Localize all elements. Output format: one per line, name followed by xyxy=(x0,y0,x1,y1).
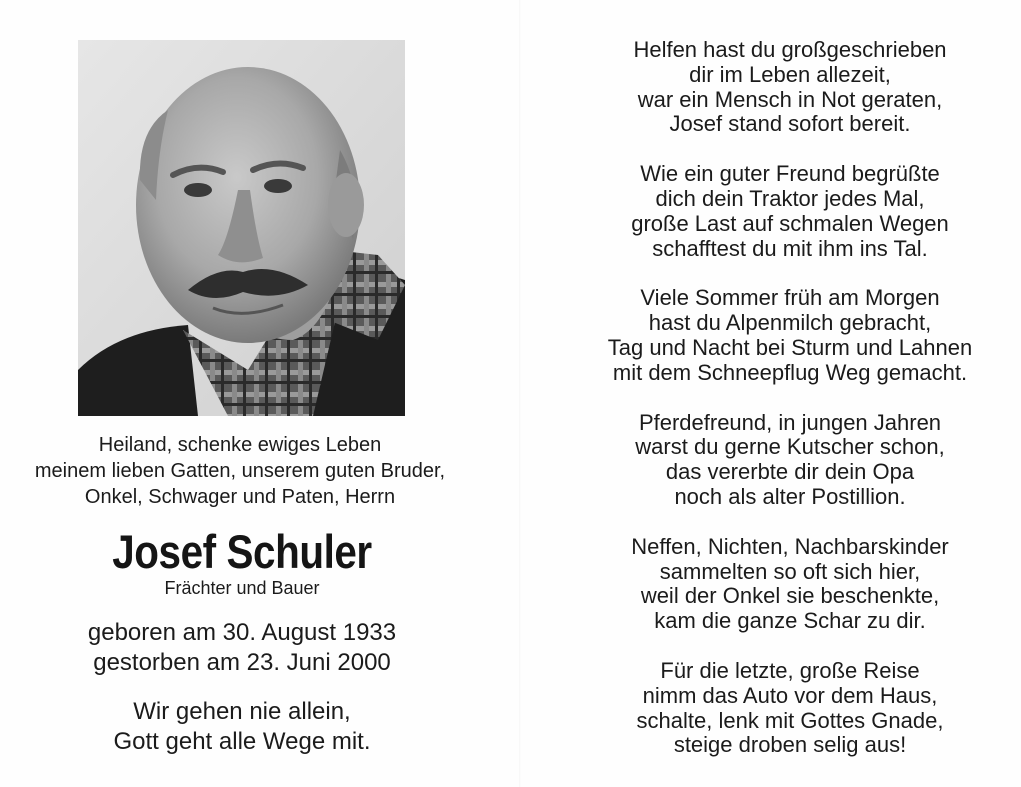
poem-line: mit dem Schneepflug Weg gemacht. xyxy=(612,359,968,385)
poem-line: weil der Onkel sie beschenkte, xyxy=(640,583,940,609)
motto-line: Gott geht alle Wege mit. xyxy=(113,728,371,755)
portrait-photo xyxy=(78,40,405,416)
poem-line: kam die ganze Schar zu dir. xyxy=(654,608,926,634)
poem-line: steige droben selig aus! xyxy=(673,732,907,758)
poem-line: dir im Leben allezeit, xyxy=(689,61,891,87)
poem-line: dich dein Traktor jedes Mal, xyxy=(655,185,925,211)
poem xyxy=(560,38,1020,783)
poem-line: Helfen hast du großgeschrieben xyxy=(633,37,947,62)
intro-text xyxy=(0,432,480,510)
intro-line: meinem lieben Gatten, unserem guten Bruder, xyxy=(34,460,446,482)
poem-line: Pferdefreund, in jungen Jahren xyxy=(638,409,942,435)
portrait-image xyxy=(78,40,405,416)
poem-stanza xyxy=(560,162,1020,261)
birth-date: geboren am 30. August 1933 xyxy=(87,619,397,646)
right-panel xyxy=(560,0,1020,787)
poem-line: Josef stand sofort bereit. xyxy=(669,111,911,137)
poem-line: Wie ein guter Freund begrüßte xyxy=(640,161,940,187)
occupation: Frächter und Bauer xyxy=(164,578,320,598)
poem-stanza xyxy=(560,411,1020,510)
left-panel xyxy=(0,0,500,787)
poem-line: nimm das Auto vor dem Haus, xyxy=(642,682,938,708)
poem-stanza xyxy=(560,535,1020,634)
motto-line: Wir gehen nie allein, xyxy=(133,698,351,725)
poem-line: hast du Alpenmilch gebracht, xyxy=(648,310,932,336)
poem-line: das vererbte dir dein Opa xyxy=(665,459,915,485)
poem-stanza xyxy=(560,286,1020,385)
poem-line: große Last auf schmalen Wegen xyxy=(631,210,949,236)
poem-line: schafftest du mit ihm ins Tal. xyxy=(652,235,928,261)
poem-line: Tag und Nacht bei Sturm und Lahnen xyxy=(607,334,973,360)
motto xyxy=(0,697,484,757)
poem-stanza xyxy=(560,38,1020,137)
poem-line: sammelten so oft sich hier, xyxy=(659,558,921,584)
poem-line: warst du gerne Kutscher schon, xyxy=(635,434,945,460)
poem-line: Für die letzte, große Reise xyxy=(660,657,920,683)
poem-line: Viele Sommer früh am Morgen xyxy=(640,285,940,311)
poem-line: schalte, lenk mit Gottes Gnade, xyxy=(636,707,944,733)
poem-stanza xyxy=(560,659,1020,758)
poem-line: noch als alter Postillion. xyxy=(674,483,906,509)
intro-line: Heiland, schenke ewiges Leben xyxy=(98,434,382,456)
deceased-name: Josef Schuler xyxy=(112,525,372,578)
poem-line: Neffen, Nichten, Nachbarskinder xyxy=(631,533,949,559)
life-dates xyxy=(0,618,484,678)
intro-line: Onkel, Schwager und Paten, Herrn xyxy=(84,486,396,508)
death-date: gestorben am 23. Juni 2000 xyxy=(93,649,391,676)
card-fold xyxy=(519,0,521,787)
poem-line: war ein Mensch in Not geraten, xyxy=(637,86,943,112)
